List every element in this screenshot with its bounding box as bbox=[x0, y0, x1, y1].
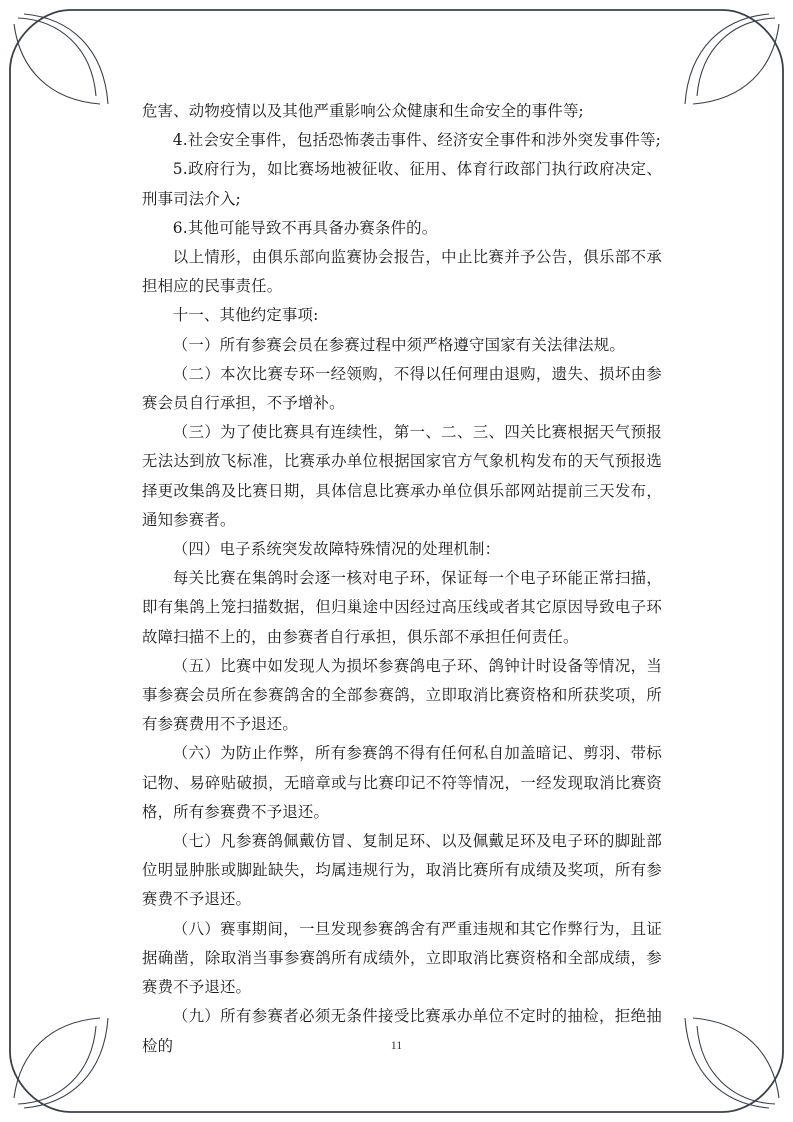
paragraph: 每关比赛在集鸽时会逐一核对电子环，保证每一个电子环能正常扫描，即有集鸽上笼扫描数据，但归巢途中因经过高压线或者其它原因导致电子环故障扫描不上的，由参赛者自行承担，俱乐部不承担任何责任。 bbox=[142, 569, 662, 646]
paragraph: 5.政府行为，如比赛场地被征收、征用、体育行政部门执行政府决定、刑事司法介入; bbox=[142, 160, 662, 208]
paragraph: 4.社会安全事件，包括恐怖袭击事件、经济安全事件和涉外突发事件等; bbox=[172, 131, 661, 150]
paragraph: 十一、其他约定事项: bbox=[172, 306, 319, 325]
document-body bbox=[142, 97, 662, 1061]
paragraph: 6.其他可能导致不再具备办赛条件的。 bbox=[172, 218, 438, 237]
paragraph: （六）为防止作弊，所有参赛鸽不得有任何私自加盖暗记、剪羽、带标记物、易碎贴破损，无暗章或与比赛印记不符等情况，一经发现取消比赛资格，所有参赛费不予退还。 bbox=[142, 744, 662, 821]
paragraph: （九）所有参赛者必须无条件接受比赛承办单位不定时的抽检，拒绝抽检的 bbox=[142, 1007, 662, 1055]
paragraph: （七）凡参赛鸽佩戴仿冒、复制足环、以及佩戴足环及电子环的脚趾部位明显肿胀或脚趾缺失，均属违规行为，取消比赛所有成绩及奖项，所有参赛费不予退还。 bbox=[142, 832, 662, 909]
paragraph: （八）赛事期间，一旦发现参赛鸽舍有严重违规和其它作弊行为，且证据确凿，除取消当事参赛鸽所有成绩外，立即取消比赛资格和全部成绩，参赛费不予退还。 bbox=[142, 919, 662, 997]
paragraph: （一）所有参赛会员在参赛过程中须严格遵守国家有关法律法规。 bbox=[172, 335, 625, 354]
paragraph: 危害、动物疫情以及其他严重影响公众健康和生命安全的事件等; bbox=[142, 102, 584, 120]
paragraph: （三）为了使比赛具有连续性，第一、二、三、四关比赛根据天气预报无法达到放飞标准，比赛承办单位根据国家官方气象机构发布的天气预报选择更改集鸽及比赛日期，具体信息比赛承办单位俱乐部网站提前三天发布，通知参赛者。 bbox=[142, 423, 662, 529]
paragraph: （二）本次比赛专环一经领购，不得以任何理由退购，遗失、损坏由参赛会员自行承担，不予增补。 bbox=[142, 364, 662, 413]
paragraph: 以上情形，由俱乐部向监赛协会报告，中止比赛并予公告，俱乐部不承担相应的民事责任。 bbox=[142, 248, 662, 296]
page-number: 11 bbox=[390, 1038, 403, 1052]
paragraph: （五）比赛中如发现人为损坏参赛鸽电子环、鸽钟计时设备等情况，当事参赛会员所在参赛鸽舍的全部参赛鸽，立即取消比赛资格和所获奖项，所有参赛费用不予退还。 bbox=[142, 656, 662, 734]
paragraph: （四）电子系统突发故障特殊情况的处理机制： bbox=[172, 540, 501, 559]
